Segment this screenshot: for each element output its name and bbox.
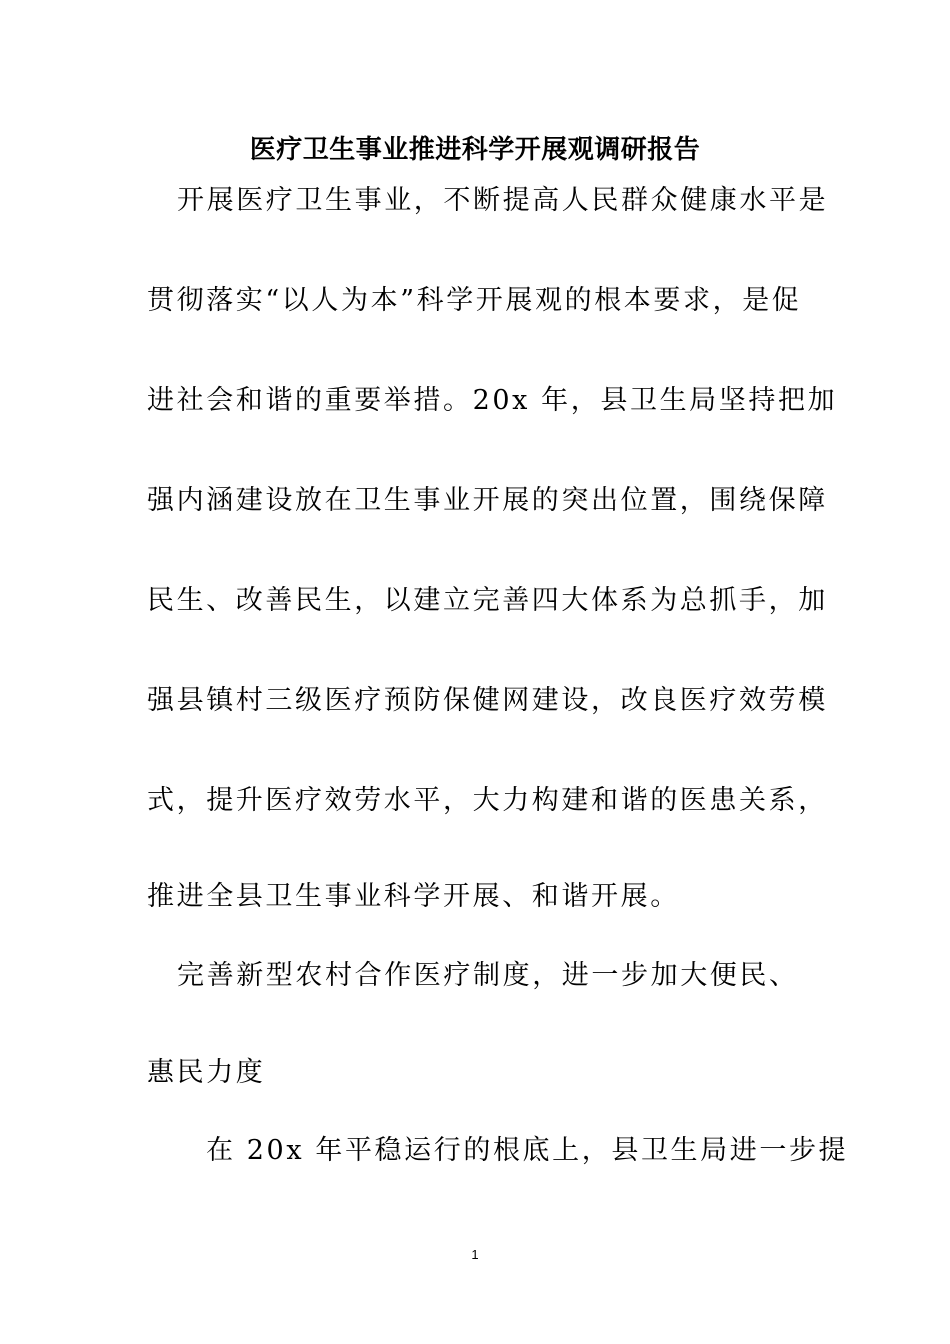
paragraph-line: 式，提升医疗效劳水平，大力构建和谐的医患关系， [147,785,828,816]
paragraph-line: 在 20x 年平稳运行的根底上，县卫生局进一步提 [206,1135,849,1166]
document-title: 医疗卫生事业推进科学开展观调研报告 [249,135,701,165]
subheading-line: 完善新型农村合作医疗制度，进一步加大便民、 [177,960,799,991]
paragraph-line: 强县镇村三级医疗预防保健网建设，改良医疗效劳模 [147,685,828,716]
page-number: 1 [471,1247,479,1262]
paragraph-line: 进社会和谐的重要举措。20x 年，县卫生局坚持把加 [147,385,838,416]
paragraph-line: 强内涵建设放在卫生事业开展的突出位置，围绕保障 [147,485,828,516]
paragraph-line: 推进全县卫生事业科学开展、和谐开展。 [147,881,680,912]
paragraph-line: 贯彻落实“以人为本”科学开展观的根本要求，是促 [147,285,802,316]
subheading-line: 惠民力度 [147,1057,266,1088]
paragraph-line: 民生、改善民生，以建立完善四大体系为总抓手，加 [147,585,828,616]
paragraph-line: 开展医疗卫生事业，不断提高人民群众健康水平是 [177,185,829,216]
